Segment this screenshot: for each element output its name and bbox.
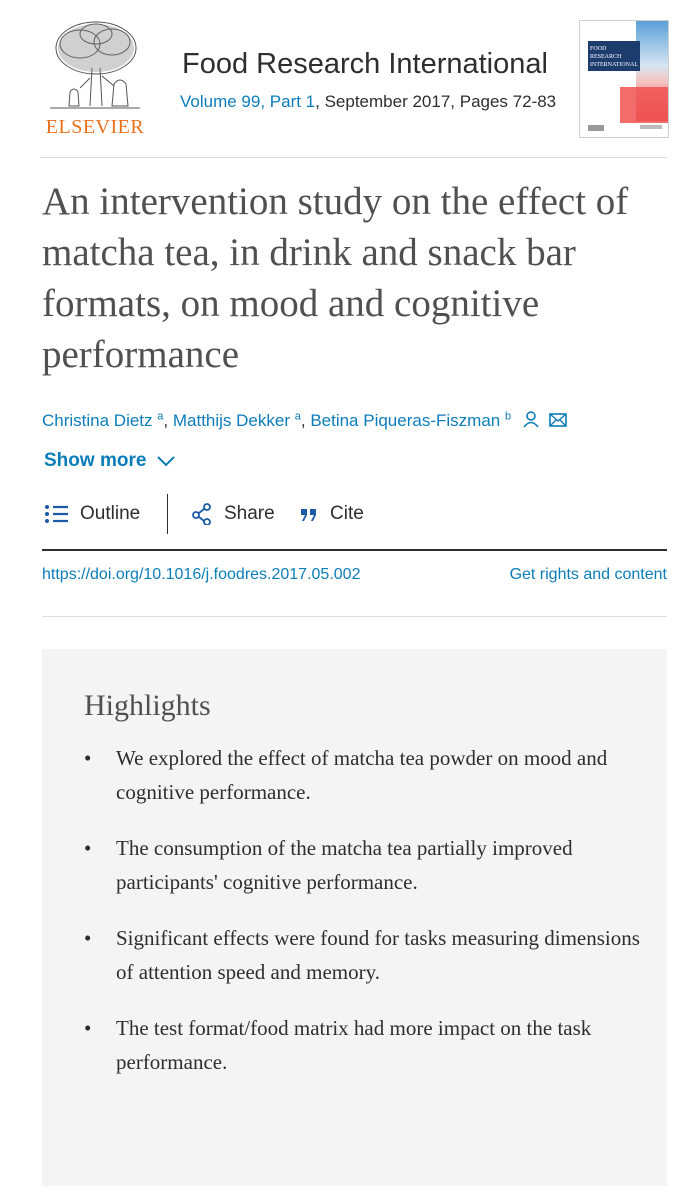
share-icon	[192, 503, 212, 525]
article-toolbar	[42, 494, 667, 550]
highlights-section	[42, 649, 667, 1186]
volume-link[interactable]: Volume 99, Part 1	[180, 92, 316, 111]
chevron-down-icon	[156, 455, 176, 467]
highlight-item: • We explored the effect of matcha tea powder on mood and cognitive performance.	[84, 741, 644, 809]
author-link[interactable]: Betina Piqueras-Fiszman $^b$	[310, 410, 512, 430]
outline-button[interactable]	[44, 494, 140, 534]
outline-label: Outline	[80, 503, 141, 524]
email-icon[interactable]	[549, 412, 567, 428]
person-icon[interactable]	[522, 410, 540, 428]
journal-cover-thumbnail[interactable]	[579, 20, 669, 138]
journal-header	[0, 0, 693, 160]
issue-details: , September 2017, Pages 72-83	[315, 92, 557, 111]
bullet: •	[84, 746, 92, 770]
show-more-label: Show more	[44, 450, 147, 471]
article-title: An intervention study on the effect of matcha tea, in drink and snack bar formats, on mood and cognitive performance	[42, 180, 629, 376]
share-label: Share	[224, 503, 275, 524]
elsevier-logo[interactable]	[40, 18, 150, 140]
share-button[interactable]	[192, 494, 275, 534]
highlight-item: • Significant effects were found for tasks measuring dimensions of attention speed and memory.	[84, 921, 644, 989]
header-divider	[40, 157, 667, 158]
author-list: Christina Dietz $^a$, Matthijs Dekker $^a$, Betina Piqueras-Fiszman $^b$	[42, 410, 567, 433]
corresponding-author-icons	[522, 410, 567, 433]
bullet: •	[84, 1016, 92, 1040]
bullet: •	[84, 836, 92, 860]
journal-title[interactable]: Food Research International	[182, 48, 548, 80]
doi-link[interactable]: https://doi.org/10.1016/j.foodres.2017.05.002	[42, 566, 361, 583]
highlights-list	[84, 741, 644, 1101]
highlight-item: • The test format/food matrix had more impact on the task performance.	[84, 1011, 644, 1079]
cover-title: FOOD RESEARCH INTERNATIONAL	[590, 46, 638, 68]
publisher-wordmark: ELSEVIER	[45, 116, 145, 138]
author-link[interactable]: Matthijs Dekker $^a$	[172, 410, 301, 430]
outline-list-icon	[44, 503, 68, 525]
links-divider	[42, 616, 667, 617]
journal-meta	[180, 92, 556, 112]
highlights-title: Highlights	[84, 689, 211, 722]
bullet: •	[84, 926, 92, 950]
rights-link[interactable]: Get rights and content	[509, 566, 667, 583]
cite-label: Cite	[330, 503, 364, 524]
toolbar-divider	[42, 549, 667, 551]
elsevier-tree-icon	[40, 18, 150, 114]
show-more-button[interactable]	[44, 450, 176, 472]
quote-icon	[300, 506, 318, 522]
toolbar-separator	[167, 494, 168, 534]
cite-button[interactable]	[300, 494, 364, 534]
highlight-item: • The consumption of the matcha tea partially improved participants' cognitive performance.	[84, 831, 644, 899]
cover-image	[580, 21, 668, 137]
author-link[interactable]: Christina Dietz $^a$	[42, 410, 164, 430]
